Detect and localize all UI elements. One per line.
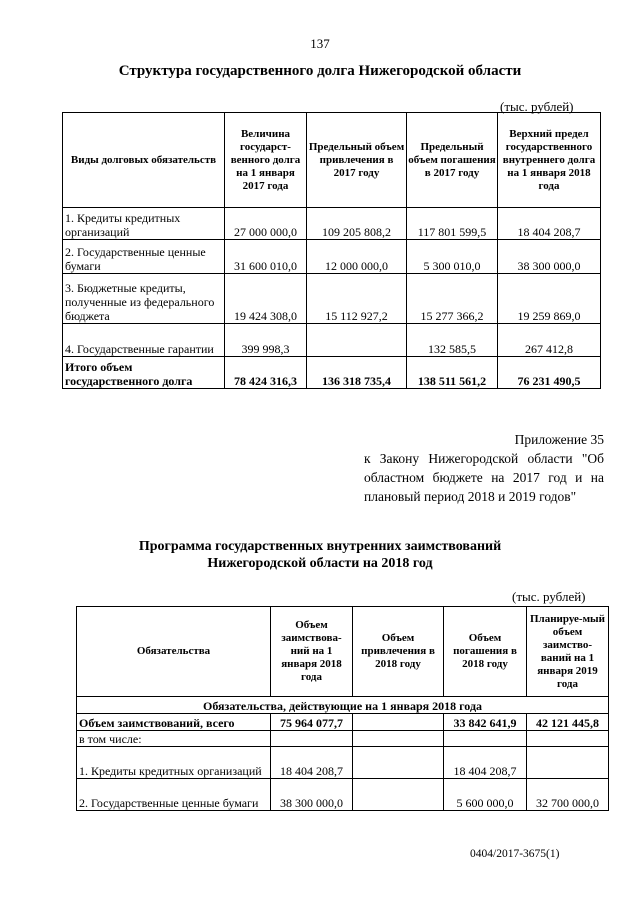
cell-value (353, 779, 444, 811)
table-header-row (77, 607, 609, 697)
debt-structure-unit: (тыс. рублей) (500, 99, 574, 114)
cell-value: 5 300 010,0 (407, 240, 498, 274)
cell-value: 75 964 077,7 (271, 714, 353, 731)
column-header: Виды долговых обязательств (63, 113, 225, 208)
cell-value (353, 714, 444, 731)
page-number: 137 (310, 36, 330, 51)
cell-value: 42 121 445,8 (527, 714, 609, 731)
cell-value: 19 424 308,0 (225, 274, 307, 324)
table-row (77, 779, 609, 811)
cell-value: 19 259 869,0 (498, 274, 601, 324)
cell-value (444, 731, 527, 747)
cell-value: 132 585,5 (407, 324, 498, 357)
cell-value: 15 112 927,2 (307, 274, 407, 324)
cell-value: 76 231 490,5 (498, 357, 601, 389)
borrowing-program-title (0, 538, 640, 572)
row-label: в том числе: (77, 731, 271, 747)
row-label: 4. Государственные гарантии (63, 324, 225, 357)
cell-value: 267 412,8 (498, 324, 601, 357)
cell-value: 138 511 561,2 (407, 357, 498, 389)
column-header: Планируе-мый объем заимство-ваний на 1 января 2019 года (527, 607, 609, 697)
cell-value: 109 205 808,2 (307, 208, 407, 240)
column-header: Обязательства (77, 607, 271, 697)
table-header-row (63, 113, 601, 208)
row-label: Итого объем государственного долга (63, 357, 225, 389)
column-header: Предельный объем погашения в 2017 году (407, 113, 498, 208)
row-label: 3. Бюджетные кредиты, полученные из федерального бюджета (63, 274, 225, 324)
table-row (77, 747, 609, 779)
column-header: Предельный объем привлечения в 2017 году (307, 113, 407, 208)
column-header: Величина государст-венного долга на 1 января 2017 года (225, 113, 307, 208)
table-row (63, 324, 601, 357)
cell-value: 5 600 000,0 (444, 779, 527, 811)
cell-value: 18 404 208,7 (271, 747, 353, 779)
column-header: Объем привлечения в 2018 году (353, 607, 444, 697)
section-row (77, 697, 609, 714)
cell-value: 18 404 208,7 (498, 208, 601, 240)
total-row (77, 714, 609, 731)
cell-value: 33 842 641,9 (444, 714, 527, 731)
cell-value (307, 324, 407, 357)
appendix-note (364, 430, 604, 506)
cell-value (271, 731, 353, 747)
cell-value: 27 000 000,0 (225, 208, 307, 240)
cell-value: 136 318 735,4 (307, 357, 407, 389)
borrowing-program-table (76, 606, 609, 811)
cell-value: 399 998,3 (225, 324, 307, 357)
cell-value: 38 300 000,0 (498, 240, 601, 274)
row-label: 1. Кредиты кредитных организаций (63, 208, 225, 240)
cell-value: 117 801 599,5 (407, 208, 498, 240)
title-line: Программа государственных внутренних заимствований (138, 539, 502, 554)
title-line: Нижегородской области на 2018 год (207, 556, 433, 571)
column-header: Объем заимствова-ний на 1 января 2018 года (271, 607, 353, 697)
cell-value: 15 277 366,2 (407, 274, 498, 324)
debt-structure-table (62, 112, 601, 389)
section-label: Обязательства, действующие на 1 января 2018 года (77, 697, 609, 714)
table-row (63, 208, 601, 240)
cell-value: 18 404 208,7 (444, 747, 527, 779)
cell-value (353, 747, 444, 779)
table-row (77, 731, 609, 747)
column-header: Объем погашения в 2018 году (444, 607, 527, 697)
total-row (63, 357, 601, 389)
cell-value (527, 747, 609, 779)
row-label: 1. Кредиты кредитных организаций (77, 747, 271, 779)
cell-value: 32 700 000,0 (527, 779, 609, 811)
row-label: 2. Государственные ценные бумаги (77, 779, 271, 811)
column-header: Верхний предел государственного внутреннего долга на 1 января 2018 года (498, 113, 601, 208)
appendix-number: Приложение 35 (514, 432, 604, 447)
table-row (63, 240, 601, 274)
document-code: 0404/2017-3675(1) (470, 848, 560, 860)
borrowing-program-unit: (тыс. рублей) (512, 589, 586, 604)
debt-structure-title: Структура государственного долга Нижегородской области (118, 63, 522, 79)
cell-value (527, 731, 609, 747)
table-row (63, 274, 601, 324)
row-label: Объем заимствований, всего (77, 714, 271, 731)
cell-value: 38 300 000,0 (271, 779, 353, 811)
cell-value: 31 600 010,0 (225, 240, 307, 274)
appendix-reference: к Закону Нижегородской области "Об областном бюджете на 2017 год и на плановый период 2018 и 2019 годов" (364, 451, 604, 504)
cell-value: 78 424 316,3 (225, 357, 307, 389)
cell-value: 12 000 000,0 (307, 240, 407, 274)
row-label: 2. Государственные ценные бумаги (63, 240, 225, 274)
cell-value (353, 731, 444, 747)
